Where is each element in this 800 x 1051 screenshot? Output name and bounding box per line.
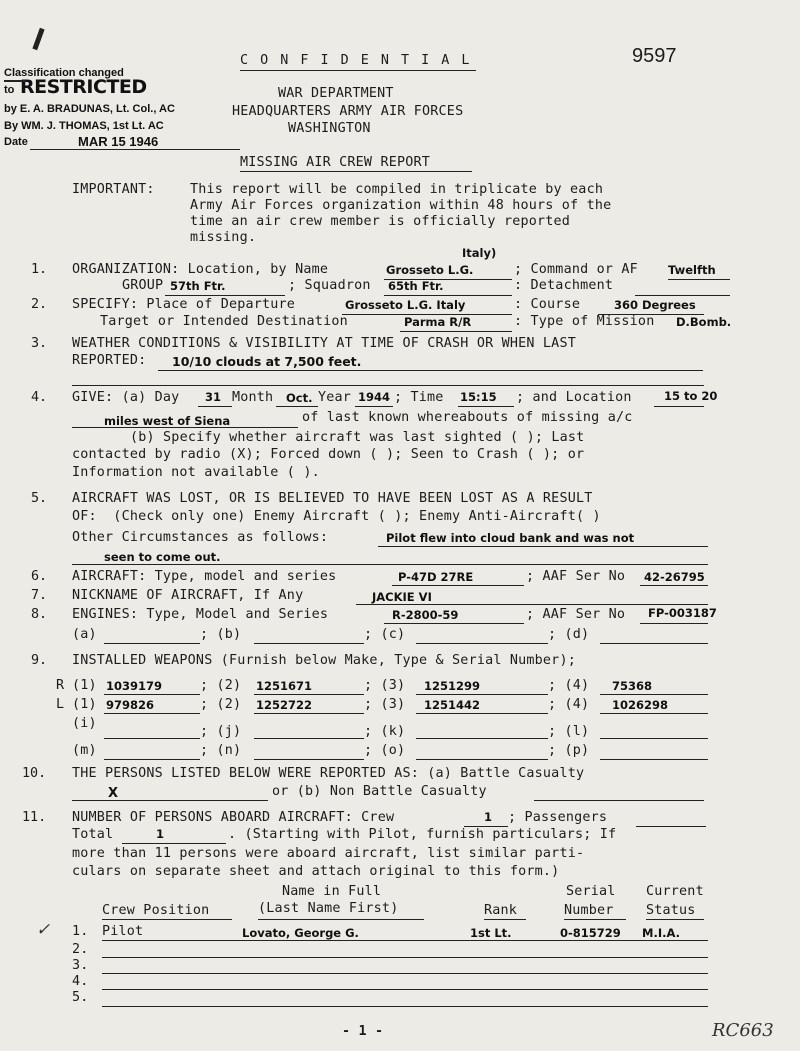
weapon-r3-value: 1251299 — [424, 679, 481, 693]
crew-row-4-line — [102, 989, 708, 990]
crew-row-4-number: 4. — [72, 974, 89, 989]
col-serial-header-2: Number — [564, 903, 614, 918]
crew-row-3-number: 3. — [72, 958, 89, 973]
crew-row-5-number: 5. — [72, 990, 89, 1005]
give-day-label: GIVE: (a) Day — [72, 390, 180, 405]
weapon-l2-label: ; (2) — [200, 697, 242, 712]
aboard-line-2: . (Starting with Pilot, furnish particulars; If — [228, 827, 617, 842]
weapons-side-l: L — [56, 697, 65, 712]
handwritten-reference: RC663 — [712, 1020, 774, 1041]
battle-casualty-mark: X — [108, 786, 119, 801]
weapon-i-line — [104, 738, 200, 739]
weapons-label: INSTALLED WEAPONS (Furnish below Make, Type & Serial Number); — [72, 653, 576, 668]
time-line — [458, 406, 514, 407]
ink-mark — [32, 28, 44, 50]
important-line-3: time an air crew member is officially reported — [190, 214, 571, 229]
item-9-number: 9. — [31, 653, 48, 668]
report-title: MISSING AIR CREW REPORT — [240, 155, 431, 170]
weapon-j-line — [254, 738, 364, 739]
course-label: : Course — [514, 297, 581, 312]
weapon-j-label: ; (j) — [200, 724, 242, 739]
col-status-header-1: Current — [646, 884, 704, 899]
check-mark: ✓ — [36, 920, 51, 940]
weapon-r4-value: 75368 — [612, 679, 653, 693]
aircraft-sn-line — [640, 585, 708, 586]
lost-line-2: OF: (Check only one) Enemy Aircraft ( ); Enemy Anti-Aircraft( ) — [72, 509, 601, 524]
battle-casualty-line — [72, 800, 268, 801]
circumstances-line-1 — [378, 546, 708, 547]
total-count: 1 — [156, 827, 165, 841]
stamp-line-3: by E. A. BRADUNAS, Lt. Col., AC — [4, 103, 175, 115]
aircraft-sn-label: ; AAF Ser No — [526, 569, 626, 584]
aircraft-sn: 42-26795 — [644, 570, 705, 584]
aircraft-type: P-47D 27RE — [398, 570, 474, 584]
engines-line — [384, 623, 524, 624]
non-battle-label: or (b) Non Battle Casualty — [272, 784, 487, 799]
group-line — [165, 295, 285, 296]
weapon-r1-line — [104, 694, 200, 695]
non-battle-line — [534, 800, 704, 801]
restricted-stamp: RESTRICTED — [20, 76, 147, 98]
item-10-number: 10. — [22, 766, 47, 781]
lost-line-1: AIRCRAFT WAS LOST, OR IS BELIEVED TO HAVE BEEN LOST AS A RESULT — [72, 491, 593, 506]
command-value: Twelfth — [668, 263, 716, 277]
organization-label: ORGANIZATION: Location, by Name — [72, 262, 329, 277]
crew-row-1-rank: 1st Lt. — [470, 926, 512, 940]
nickname-label: NICKNAME OF AIRCRAFT, If Any — [72, 588, 304, 603]
departure-label: SPECIFY: Place of Departure — [72, 297, 296, 312]
item-5-number: 5. — [31, 491, 48, 506]
item-8-number: 8. — [31, 607, 48, 622]
weapon-l2-line — [254, 713, 364, 714]
detachment-label: : Detachment — [514, 278, 614, 293]
command-line — [668, 279, 730, 280]
whereabouts-text: of last known whereabouts of missing a/c — [302, 410, 633, 425]
year-line — [355, 406, 393, 407]
detachment-line — [635, 295, 730, 296]
item-3-number: 3. — [31, 336, 48, 351]
col-name-header-2: (Last Name First) — [258, 901, 399, 916]
weapon-l3-label: ; (3) — [364, 697, 406, 712]
location-country: Italy) — [462, 246, 497, 260]
engine-b-label: ; (b) — [200, 627, 242, 642]
col-rank-underline — [484, 919, 526, 920]
weather-label: WEATHER CONDITIONS & VISIBILITY AT TIME OF CRASH OR WHEN LAST — [72, 336, 576, 351]
month-value: Oct. — [286, 391, 313, 405]
persons-reported-label: THE PERSONS LISTED BELOW WERE REPORTED AS: (a) Battle Casualty — [72, 766, 585, 781]
engine-d-line — [600, 643, 708, 644]
engine-a-line — [104, 643, 200, 644]
item-4-number: 4. — [31, 390, 48, 405]
sighted-line: (b) Specify whether aircraft was last sighted ( ); Last — [130, 430, 585, 445]
weapon-p-label: ; (p) — [548, 743, 590, 758]
title-underline — [240, 171, 472, 172]
passengers-line — [636, 826, 706, 827]
weapons-side-r: R — [56, 678, 65, 693]
col-position-underline — [102, 919, 232, 920]
location-line-1 — [654, 406, 704, 407]
location-value-2: miles west of Siena — [104, 414, 231, 428]
weapon-r2-line — [254, 694, 364, 695]
weapon-n-line — [254, 759, 364, 760]
day-value: 31 — [205, 390, 222, 404]
col-name-header-1: Name in Full — [282, 884, 382, 899]
engines-sn-line — [640, 623, 708, 624]
item-1-number: 1. — [31, 262, 48, 277]
squadron-value: 65th Ftr. — [388, 279, 444, 293]
weapon-l-line — [600, 738, 708, 739]
location-line-2 — [72, 427, 298, 428]
col-name-underline — [258, 919, 424, 920]
stamp-date-label: Date — [4, 136, 28, 148]
weapon-r3-line — [416, 694, 548, 695]
crew-row-2-line — [102, 957, 708, 958]
weapon-k-label: ; (k) — [364, 724, 406, 739]
contacted-line: contacted by radio (X); Forced down ( ); Seen to Crash ( ); or — [72, 447, 585, 462]
stamp-strike — [4, 80, 26, 82]
engine-c-label: ; (c) — [364, 627, 406, 642]
weapon-l1-label: (1) — [72, 697, 97, 712]
weapon-m-label: (m) — [72, 743, 97, 758]
crew-row-3-line — [102, 973, 708, 974]
item-2-number: 2. — [31, 297, 48, 312]
weapon-r3-label: ; (3) — [364, 678, 406, 693]
info-line: Information not available ( ). — [72, 465, 320, 480]
important-label: IMPORTANT: — [72, 182, 155, 197]
engine-b-line — [254, 643, 364, 644]
engine-a-label: (a) — [72, 627, 97, 642]
stamp-line-4: By WM. J. THOMAS, 1st Lt. AC — [4, 120, 164, 132]
weapon-l4-label: ; (4) — [548, 697, 590, 712]
crew-row-1-line — [102, 940, 708, 941]
weapon-m-line — [104, 759, 200, 760]
time-value: 15:15 — [460, 390, 497, 404]
weather-line-2 — [72, 385, 704, 386]
confidential-heading: C O N F I D E N T I A L — [240, 53, 472, 68]
weapon-l-label: ; (l) — [548, 724, 590, 739]
target-label: Target or Intended Destination — [100, 314, 348, 329]
target-line — [400, 331, 512, 332]
engines-value: R-2800-59 — [392, 608, 459, 622]
location-label: ; and Location — [516, 390, 632, 405]
dept-line-1: WAR DEPARTMENT — [278, 86, 394, 101]
squadron-label: ; Squadron — [288, 278, 371, 293]
weapon-r1-label: (1) — [72, 678, 97, 693]
organization-location: Grosseto L.G. — [386, 263, 474, 277]
engine-d-label: ; (d) — [548, 627, 590, 642]
stamp-date: MAR 15 1946 — [78, 134, 159, 149]
document-number: 9597 — [632, 45, 677, 67]
crew-row-2-number: 2. — [72, 942, 89, 957]
weapon-l1-value: 979826 — [106, 698, 155, 712]
stamp-date-line — [30, 149, 240, 150]
weapon-r2-value: 1251671 — [256, 679, 313, 693]
weapon-n-label: ; (n) — [200, 743, 242, 758]
time-label: ; Time — [394, 390, 444, 405]
weapon-l1-line — [104, 713, 200, 714]
group-value: 57th Ftr. — [170, 279, 226, 293]
weapon-k-line — [416, 738, 548, 739]
item-7-number: 7. — [31, 588, 48, 603]
crew-row-1-name: Lovato, George G. — [242, 926, 359, 940]
crew-row-1-number: 1. — [72, 924, 89, 939]
nickname-line — [356, 604, 708, 605]
page-number: - 1 - — [342, 1024, 384, 1039]
course-value: 360 Degrees — [614, 298, 696, 312]
weapon-r2-label: ; (2) — [200, 678, 242, 693]
aboard-line-3: more than 11 persons were aboard aircraft, list similar parti- — [72, 846, 585, 861]
passengers-label: ; Passengers — [508, 810, 608, 825]
col-serial-header-1: Serial — [566, 884, 616, 899]
circumstances-line-2 — [72, 564, 708, 565]
location-value-1: 15 to 20 — [664, 389, 718, 403]
weapon-o-label: ; (o) — [364, 743, 406, 758]
circumstances-value-2: seen to come out. — [104, 550, 221, 564]
mission-label: : Type of Mission — [514, 314, 655, 329]
weapon-l4-line — [600, 713, 708, 714]
col-status-underline — [646, 919, 704, 920]
stamp-line-1: Classification changed — [4, 67, 124, 79]
crew-count: 1 — [484, 810, 493, 824]
engines-sn: FP-003187 — [648, 606, 717, 620]
dept-line-3: WASHINGTON — [288, 121, 371, 136]
weather-value: 10/10 clouds at 7,500 feet. — [172, 354, 362, 369]
weapon-r4-line — [600, 694, 708, 695]
total-line — [122, 843, 226, 844]
weapon-l2-value: 1252722 — [256, 698, 313, 712]
confidential-underline — [240, 70, 476, 71]
weapon-o-line — [416, 759, 548, 760]
engine-c-line — [416, 643, 548, 644]
circumstances-value-1: Pilot flew into cloud bank and was not — [386, 531, 635, 545]
year-value: 1944 — [358, 390, 391, 404]
col-rank-header: Rank — [484, 903, 518, 918]
crew-row-1-position: Pilot — [102, 924, 144, 939]
col-serial-underline — [564, 919, 626, 920]
weapon-l3-line — [416, 713, 548, 714]
important-line-4: missing. — [190, 230, 257, 245]
nickname-value: JACKIE VI — [372, 590, 432, 604]
squadron-line — [384, 295, 512, 296]
month-label: Month — [232, 390, 274, 405]
engines-label: ENGINES: Type, Model and Series — [72, 607, 329, 622]
dept-line-2: HEADQUARTERS ARMY AIR FORCES — [232, 104, 464, 119]
mission-value: D.Bomb. — [676, 315, 732, 329]
crew-row-5-line — [102, 1006, 708, 1007]
weapon-p-line — [600, 759, 708, 760]
aircraft-label: AIRCRAFT: Type, model and series — [72, 569, 337, 584]
aboard-line-4: culars on separate sheet and attach original to this form.) — [72, 864, 560, 879]
weather-line — [158, 370, 703, 371]
year-label: Year — [318, 390, 352, 405]
col-status-header-2: Status — [646, 903, 696, 918]
item-11-number: 11. — [22, 810, 47, 825]
command-label: ; Command or AF — [514, 262, 638, 277]
weapon-r4-label: ; (4) — [548, 678, 590, 693]
day-line — [198, 406, 232, 407]
weapon-i-label: (i) — [72, 716, 97, 731]
persons-aboard-label: NUMBER OF PERSONS ABOARD AIRCRAFT: Crew — [72, 810, 395, 825]
crew-row-1-status: M.I.A. — [642, 926, 680, 940]
reported-label: REPORTED: — [72, 353, 147, 368]
crew-row-1-serial: 0-815729 — [560, 926, 621, 940]
departure-value: Grosseto L.G. Italy — [345, 298, 466, 312]
important-line-2: Army Air Forces organization within 48 hours of the — [190, 198, 612, 213]
item-6-number: 6. — [31, 569, 48, 584]
stamp-to-label: to — [4, 84, 15, 96]
engines-sn-label: ; AAF Ser No — [526, 607, 626, 622]
col-position-header: Crew Position — [102, 903, 210, 918]
weapon-l4-value: 1026298 — [612, 698, 669, 712]
month-line — [276, 406, 318, 407]
total-label: Total — [72, 827, 114, 842]
circumstances-label: Other Circumstances as follows: — [72, 530, 329, 545]
weapon-l3-value: 1251442 — [424, 698, 481, 712]
weapon-r1-value: 1039179 — [106, 679, 163, 693]
aircraft-type-line — [392, 585, 524, 586]
important-line-1: This report will be compiled in triplicate by each — [190, 182, 604, 197]
group-label: GROUP — [122, 278, 164, 293]
target-value: Parma R/R — [404, 315, 472, 329]
